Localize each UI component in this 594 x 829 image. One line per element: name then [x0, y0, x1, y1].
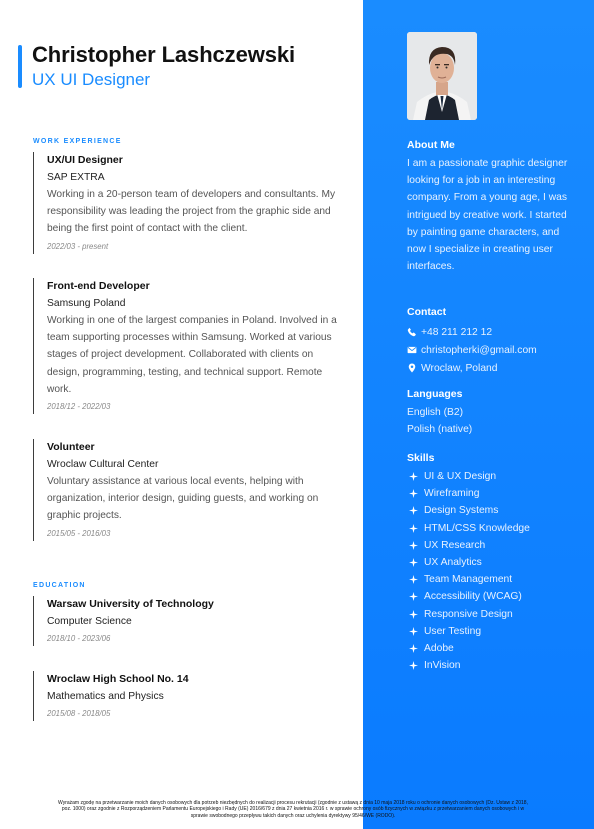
- skill-label: Adobe: [424, 642, 454, 654]
- skill-item: [407, 623, 582, 640]
- profile-photo-image: [407, 32, 477, 120]
- skill-label: Team Management: [424, 574, 513, 586]
- skill-item: [407, 520, 582, 537]
- school-name: Warsaw University of Technology: [47, 598, 214, 610]
- school-field: Computer Science: [47, 616, 132, 627]
- about-section: [407, 139, 577, 275]
- contact-phone: [407, 323, 582, 341]
- skills-heading: Skills: [407, 452, 435, 464]
- sparkle-icon: [409, 627, 418, 636]
- sparkle-icon: [409, 489, 418, 498]
- job-description: Voluntary assistance at various local events, helping with organization, interior design, guiding guests, and working on graphic projects.: [47, 476, 319, 522]
- job-title: UX/UI Designer: [47, 154, 123, 166]
- job-description: Working in a 20-person team of developers and consultants. My responsibility was leading the project from the graphic side and being the first point of contact with the client.: [47, 189, 336, 235]
- sparkle-icon: [409, 472, 418, 481]
- profile-photo: [407, 32, 477, 120]
- job-company: SAP EXTRA: [47, 172, 105, 183]
- sparkle-icon: [409, 558, 418, 567]
- sparkle-icon: [409, 661, 418, 670]
- skills-section: [407, 452, 582, 674]
- location-pin-icon: [407, 363, 417, 373]
- skill-item: [407, 485, 582, 502]
- job-description: Working in one of the largest companies in Poland. Involved in a team supporting processes within Samsung. Worked at various stages of project development. Collaborated with clients on design, programming, testing, and technical support. Remote work.: [47, 315, 337, 395]
- school-field: Mathematics and Physics: [47, 691, 164, 702]
- job-dates: 2022/03 - present: [47, 241, 109, 251]
- skill-label: HTML/CSS Knowledge: [424, 522, 530, 534]
- work-entry: [33, 278, 348, 414]
- skill-label: UI & UX Design: [424, 471, 497, 483]
- sparkle-icon: [409, 524, 418, 533]
- phone-icon: [407, 327, 417, 337]
- education-heading: EDUCATION: [33, 582, 86, 589]
- sparkle-icon: [409, 541, 418, 550]
- skill-label: User Testing: [424, 625, 482, 637]
- job-title: Volunteer: [47, 441, 95, 453]
- skill-label: UX Research: [424, 539, 486, 551]
- contact-email: [407, 341, 582, 359]
- about-text: I am a passionate graphic designer looking for a job in an interesting company. From a young age, I was intrigued by creative work. I started by painting game characters, and now I specialize in creating user interfaces.: [407, 158, 568, 273]
- skill-item: [407, 537, 582, 554]
- skill-item: [407, 502, 582, 519]
- skill-label: Responsive Design: [424, 608, 513, 620]
- skill-item: [407, 571, 582, 588]
- skill-item: [407, 554, 582, 571]
- job-dates: 2018/12 - 2022/03: [47, 402, 111, 412]
- school-dates: 2018/10 - 2023/06: [47, 634, 111, 643]
- skill-label: InVision: [424, 660, 461, 672]
- contact-location: [407, 359, 582, 377]
- sparkle-icon: [409, 610, 418, 619]
- skill-label: Accessibility (WCAG): [424, 591, 522, 603]
- skill-item: [407, 657, 582, 674]
- skill-label: UX Analytics: [424, 557, 482, 569]
- skill-label: Design Systems: [424, 505, 499, 517]
- job-dates: 2015/05 - 2016/03: [47, 528, 111, 538]
- education-entry: [33, 671, 348, 721]
- work-entry: [33, 439, 348, 541]
- skill-item: [407, 640, 582, 657]
- sparkle-icon: [409, 644, 418, 653]
- gdpr-consent-clause: Wyrażam zgodę na przetwarzanie moich danych osobowych dla potrzeb niezbędnych do realizacji procesu rekrutacji (zgodnie z ustawą z dnia 10 maja 2018 roku o ochronie danych osobowych (Dz. Ustaw z 2018, poz. 1000) oraz zgodnie z Rozporządzeniem Parlamentu Europejskiego i Rady (UE) 2016/679 z dnia 27 kwietnia 2016 r. w sprawie ochrony osób fizycznych w związku z przetwarzaniem danych osobowych i w sprawie swobodnego przepływu takich danych oraz uchylenia dyrektywy 95/46/WE (RODO).: [58, 800, 528, 819]
- location-text: Wroclaw, Poland: [421, 362, 498, 374]
- sidebar: [363, 0, 594, 829]
- job-title: Front-end Developer: [47, 280, 150, 292]
- languages-heading: Languages: [407, 388, 463, 400]
- about-heading: About Me: [407, 139, 455, 151]
- work-experience-heading: WORK EXPERIENCE: [33, 138, 122, 145]
- school-name: Wroclaw High School No. 14: [47, 673, 189, 685]
- sparkle-icon: [409, 506, 418, 515]
- skill-item: [407, 468, 582, 485]
- language-item: Polish (native): [407, 424, 473, 435]
- skill-label: Wireframing: [424, 488, 480, 500]
- languages-section: [407, 388, 582, 438]
- skill-item: [407, 588, 582, 605]
- job-company: Wroclaw Cultural Center: [47, 459, 159, 470]
- contact-section: [407, 306, 582, 377]
- header-accent-bar: [18, 45, 22, 88]
- language-item: English (B2): [407, 407, 464, 418]
- education-entry: [33, 596, 348, 646]
- envelope-icon: [407, 345, 417, 355]
- job-company: Samsung Poland: [47, 298, 126, 309]
- skill-item: [407, 606, 582, 623]
- work-entry: [33, 152, 348, 254]
- candidate-role: UX UI Designer: [32, 70, 151, 89]
- school-dates: 2015/08 - 2018/05: [47, 709, 111, 718]
- email-address: christopherki@gmail.com: [421, 344, 537, 356]
- candidate-name: Christopher Lashczewski: [32, 42, 295, 67]
- phone-number: +48 211 212 12: [421, 326, 493, 338]
- sparkle-icon: [409, 592, 418, 601]
- sparkle-icon: [409, 575, 418, 584]
- contact-heading: Contact: [407, 306, 447, 318]
